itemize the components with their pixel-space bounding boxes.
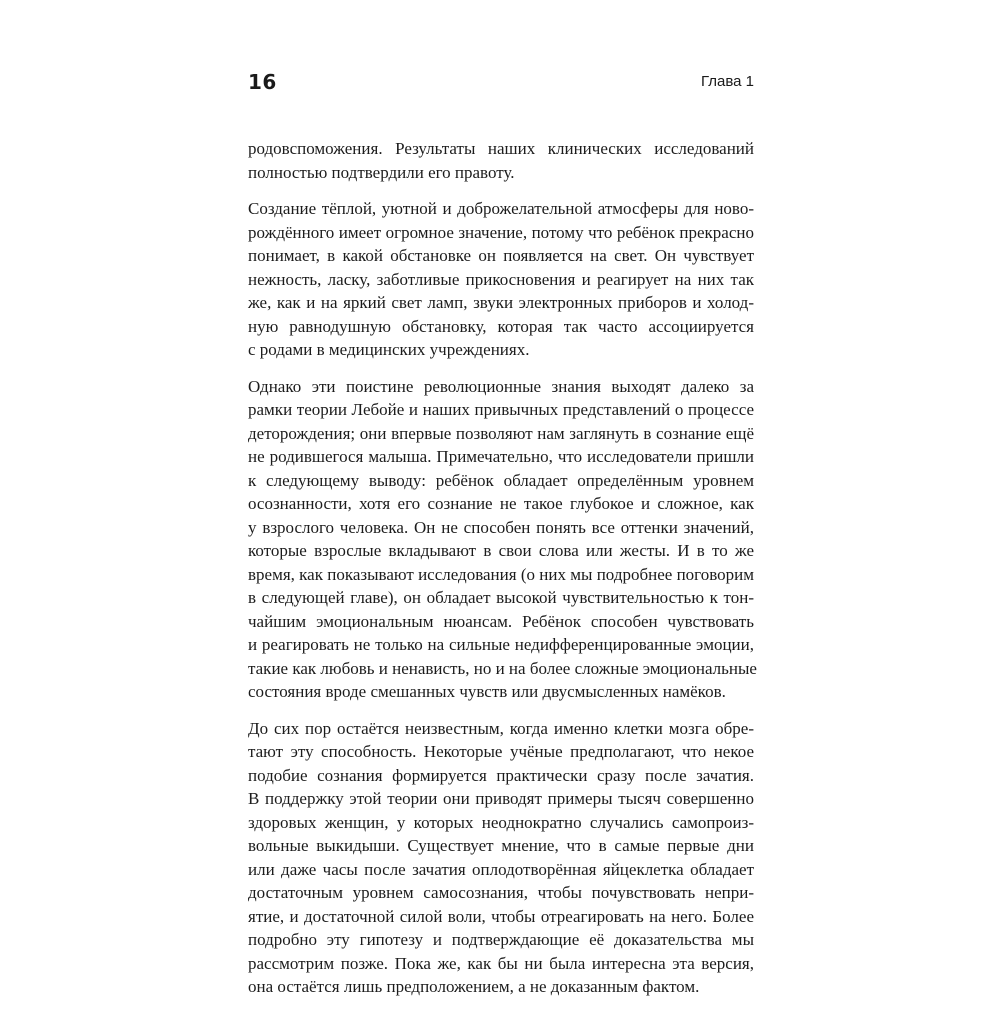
- text-line: деторождения; они впервые позволяют нам заглянуть в сознание ещё: [248, 423, 754, 443]
- text-line: в следующей главе), он обладает высокой чувствительностью к тон-: [248, 588, 754, 607]
- text-line: же, как и на яркий свет ламп, звуки электронных приборов и холод-: [248, 293, 754, 312]
- text-line: вольные выкидыши. Существует мнение, что в самые первые дни: [248, 836, 754, 855]
- paragraph-1: [248, 137, 754, 184]
- page-number: 16: [248, 70, 277, 94]
- text-line: подробно эту гипотезу и подтверждающие её доказательства мы: [248, 930, 754, 949]
- text-line: До сих пор остаётся неизвестным, когда именно клетки мозга обре-: [248, 718, 754, 738]
- paragraph-4: [248, 717, 754, 999]
- text-line: которые взрослые вкладывают в свои слова или жесты. И в то же: [248, 541, 754, 560]
- text-line: достаточным уровнем самосознания, чтобы почувствовать непри-: [248, 883, 754, 902]
- text-line: с родами в медицинских учреждениях.: [248, 340, 530, 359]
- text-line: рассмотрим позже. Пока же, как бы ни была интересна эта версия,: [248, 953, 754, 973]
- text-line: чайшим эмоциональным нюансам. Ребёнок способен чувствовать: [248, 611, 754, 631]
- text-line: такие как любовь и ненависть, но и на более сложные эмоциональные: [248, 658, 757, 678]
- paragraph-2: [248, 197, 754, 362]
- text-line: ятие, и достаточной силой воли, чтобы отреагировать на него. Более: [248, 906, 754, 926]
- body-text: [248, 137, 757, 1012]
- text-line: тают эту способность. Некоторые учёные предполагают, что некое: [248, 742, 754, 761]
- text-line: нежность, ласку, заботливые прикосновения и реагирует на них так: [248, 269, 754, 289]
- text-line: Создание тёплой, уютной и доброжелательной атмосферы для ново-: [248, 199, 754, 218]
- paragraph-3: [248, 375, 757, 704]
- text-line: осознанности, хотя его сознание не такое глубокое и сложное, как: [248, 494, 754, 513]
- page-header: [248, 70, 754, 100]
- text-line: В поддержку этой теории они приводят примеры тысяч совершенно: [248, 789, 754, 808]
- text-line: ную равнодушную обстановку, которая так часто ассоциируется: [248, 316, 754, 336]
- text-line: понимает, в какой обстановке он появляется на свет. Он чувствует: [248, 246, 754, 265]
- text-line: не родившегося малыша. Примечательно, что исследователи пришли: [248, 447, 754, 466]
- text-line: или даже часы после зачатия оплодотворённая яйцеклетка обладает: [248, 859, 754, 879]
- text-line: состояния вроде смешанных чувств или двусмысленных намёков.: [248, 682, 726, 701]
- text-line: Однако эти поистине революционные знания выходят далеко за: [248, 376, 754, 396]
- text-line: подобие сознания формируется практически сразу после зачатия.: [248, 765, 754, 785]
- text-line: у взрослого человека. Он не способен понять все оттенки значений,: [248, 517, 754, 537]
- text-line: она остаётся лишь предположением, а не доказанным фактом.: [248, 977, 700, 996]
- text-line: здоровых женщин, у которых неоднократно случались самопроиз-: [248, 812, 754, 832]
- text-line: время, как показывают исследования (о них мы подробнее поговорим: [248, 564, 754, 584]
- text-line: к следующему выводу: ребёнок обладает определённым уровнем: [248, 470, 754, 490]
- text-line: рождённого имеет огромное значение, потому что ребёнок прекрасно: [248, 222, 754, 242]
- chapter-label: Глава 1: [700, 73, 754, 90]
- text-line: полностью подтвердили его правоту.: [248, 162, 515, 182]
- text-line: рамки теории Лебойе и наших привычных представлений о процессе: [248, 400, 754, 419]
- text-line: родовспоможения. Результаты наших клинических исследований: [248, 139, 754, 158]
- text-line: и реагировать не только на сильные недифференцированные эмоции,: [248, 635, 754, 654]
